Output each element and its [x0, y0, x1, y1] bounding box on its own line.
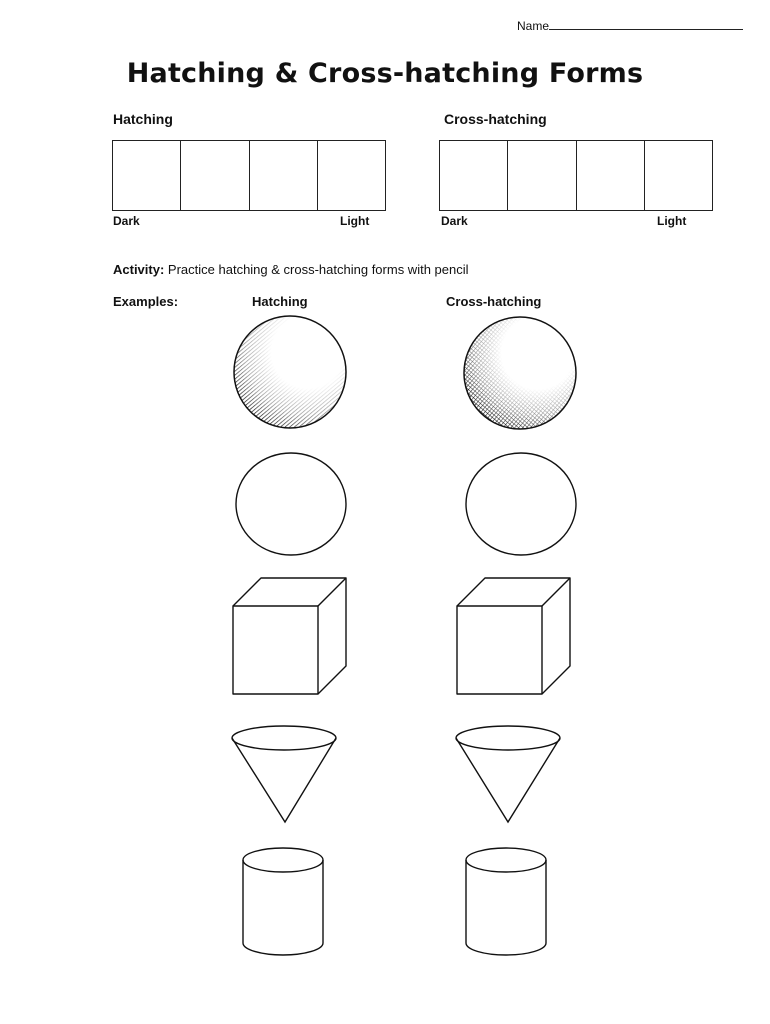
- activity-text: Practice hatching & cross-hatching forms with pencil: [167, 262, 469, 277]
- page-title: Hatching & Cross-hatching Forms: [126, 58, 644, 89]
- cube-crosshatching-practice[interactable]: [457, 578, 570, 694]
- examples-label: Examples:: [113, 294, 179, 309]
- crosshatching-dark-label: Dark: [441, 214, 468, 228]
- circle-crosshatching-practice[interactable]: [466, 453, 576, 555]
- crosshatching-scale-label: Cross-hatching: [444, 111, 547, 127]
- cone-hatching-practice[interactable]: [232, 726, 336, 822]
- cone-crosshatching-practice[interactable]: [456, 726, 560, 822]
- crosshatching-light-label: Light: [657, 214, 687, 228]
- cube-hatching-practice[interactable]: [233, 578, 346, 694]
- name-label: Name: [517, 19, 550, 33]
- cylinder-hatching-practice[interactable]: [243, 848, 323, 955]
- hatching-light-label: Light: [340, 214, 370, 228]
- examples-col-crosshatching: Cross-hatching: [446, 294, 542, 309]
- activity-label: Activity:: [113, 262, 165, 277]
- sphere-crosshatched-example: [464, 317, 576, 429]
- cylinder-crosshatching-practice[interactable]: [466, 848, 546, 955]
- circle-hatching-practice[interactable]: [236, 453, 346, 555]
- hatching-scale-label: Hatching: [113, 111, 173, 127]
- examples-col-hatching: Hatching: [252, 294, 308, 309]
- sphere-hatched-example: [234, 316, 346, 428]
- hatching-dark-label: Dark: [113, 214, 140, 228]
